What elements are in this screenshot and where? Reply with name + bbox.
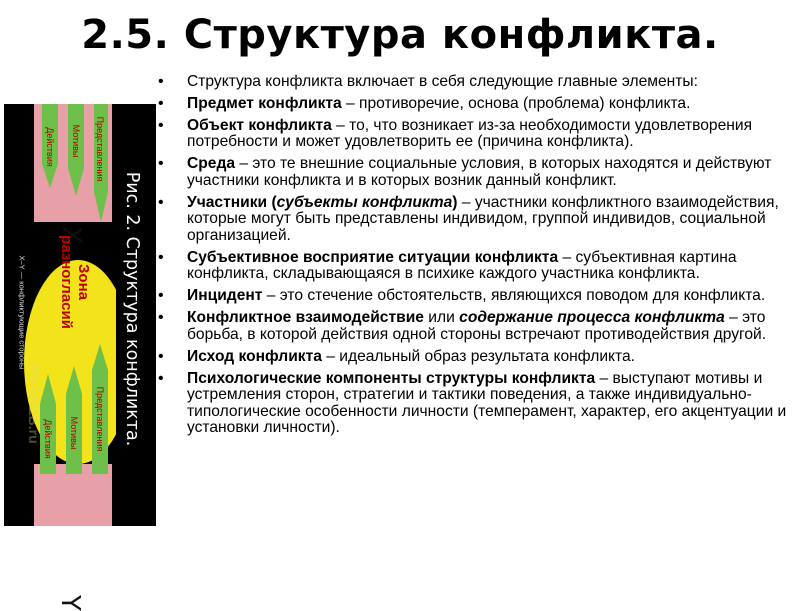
slide-title: 2.5. Структура конфликта. bbox=[81, 12, 719, 58]
bullet-item bbox=[158, 349, 798, 366]
bullet-text-segment: – противоречие, основа (проблема) конфликта. bbox=[341, 94, 691, 112]
bullet-text-segment: или bbox=[423, 309, 460, 327]
bullet-item bbox=[158, 250, 798, 283]
watermark: PPt4WEB.ru bbox=[26, 362, 42, 444]
x-party-label: X bbox=[55, 226, 86, 244]
top-bar-label-motives: Мотивы bbox=[71, 124, 81, 158]
bullet-item bbox=[158, 371, 798, 437]
bullet-text-segment: – участники конфликтного взаимодействия, которые могут быть представлены индивидом, группой индивидов, социальной организацией. bbox=[187, 193, 779, 244]
bullet-text-segment: Структура конфликта включает в себя следующие главные элементы: bbox=[187, 73, 698, 90]
bullet-text-segment: Конфликтное взаимодействие bbox=[187, 309, 424, 327]
top-bar-label-actions: Действия bbox=[45, 127, 55, 167]
bullet-text-segment: субъекты конфликта bbox=[276, 193, 453, 211]
bullet-item bbox=[158, 310, 798, 343]
bullet-text-segment: Инцидент bbox=[187, 287, 263, 305]
bullet-item bbox=[158, 96, 798, 113]
bullet-text-segment: ) bbox=[452, 193, 458, 211]
bullet-text-segment: Исход конфликта bbox=[187, 347, 322, 365]
bullet-text-segment: Субъективное восприятие ситуации конфликта bbox=[187, 248, 559, 266]
bullet-item bbox=[158, 288, 798, 305]
bullet-text-segment: – то, что возникает из-за необходимости удовлетворения потребности и может удовлетворить ее (причина конфликта). bbox=[187, 116, 753, 151]
figure-caption: Рис. 2. Структура конфликта. bbox=[122, 171, 142, 447]
zone-label: Зона разногласий bbox=[58, 235, 92, 329]
bullet-text-segment: – выступают мотивы и устремления сторон, стратегии и тактики поведения, а также индивидуально-типологические особенности личности (темперамент, характер, его акцентуации и установки личности). bbox=[187, 369, 787, 437]
bullet-text-segment: содержание процесса конфликта bbox=[459, 309, 725, 327]
bullet-text-segment: – это стечение обстоятельств, являющихся поводом для конфликта. bbox=[262, 287, 766, 305]
bullet-text-segment: Среда bbox=[187, 155, 236, 173]
y-party-label: Y bbox=[54, 595, 85, 611]
bullet-text-segment: – идеальный образ результата конфликта. bbox=[321, 347, 636, 365]
bottom-bar-label-perceptions: Представления bbox=[95, 386, 105, 452]
top-bar-label-perceptions: Представления bbox=[95, 116, 105, 182]
conflict-structure-figure bbox=[4, 104, 156, 611]
bullet-text-segment: Психологические компоненты структуры конфликта bbox=[187, 369, 596, 387]
bullet-text-segment: – это борьба, в которой действия одной стороны встречают противодействия другой. bbox=[187, 309, 767, 343]
bullet-list bbox=[158, 74, 798, 442]
axis-note: X–Y — конфликтующие стороны bbox=[17, 255, 27, 370]
bullet-text-segment: – субъективная картина конфликта, складывающаяся в психике каждого участника конфликта. bbox=[187, 248, 737, 283]
bullet-text-segment: Предмет конфликта bbox=[187, 94, 342, 112]
bullet-text-segment: Объект конфликта bbox=[187, 116, 332, 134]
bullet-text-segment: – это те внешние социальные условия, в которых находятся и действуют участники конфликта и в которых возник данный конфликт. bbox=[187, 155, 772, 189]
bottom-bar-label-actions: Действия bbox=[43, 419, 53, 459]
bullet-item bbox=[158, 195, 798, 245]
bottom-bar-label-motives: Мотивы bbox=[69, 416, 79, 450]
bullet-item bbox=[158, 74, 798, 91]
bullet-item bbox=[158, 156, 798, 189]
bullet-item bbox=[158, 118, 798, 151]
bullet-text-segment: Участники ( bbox=[187, 193, 277, 211]
